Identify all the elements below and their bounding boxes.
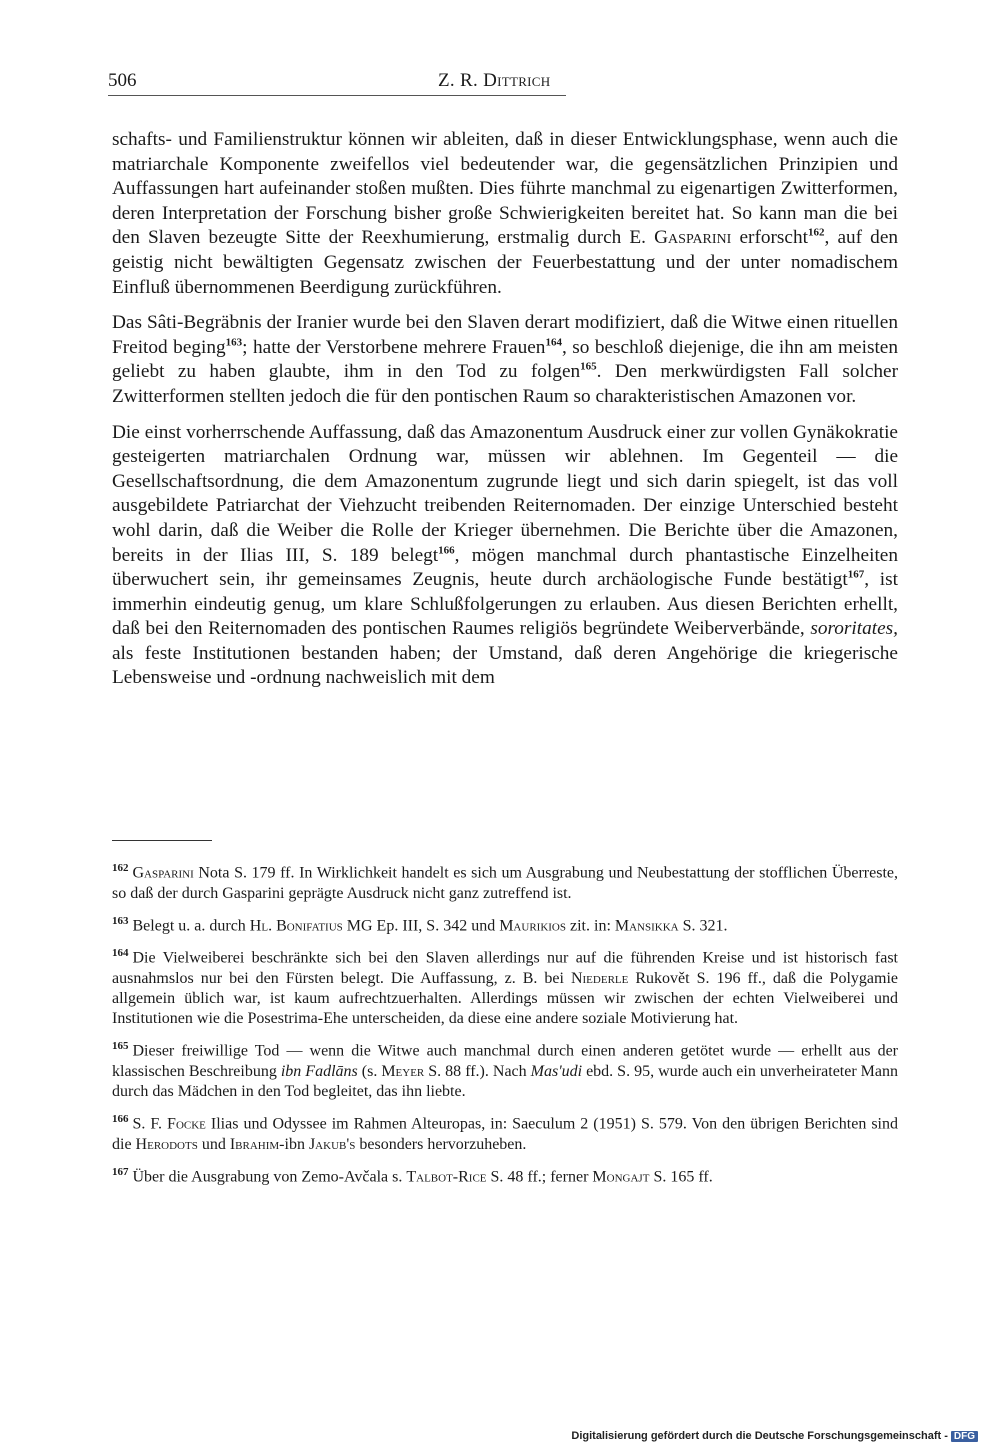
footnote-ref: 162 [808, 226, 825, 239]
body-paragraph [112, 128, 898, 300]
text-run: S. 165 ff. [649, 1168, 713, 1186]
text-run: Über die Ausgrabung von Zemo-Avčala s. [132, 1168, 407, 1186]
footnote-number: 166 [112, 1113, 129, 1126]
text-run: , so beschloß diejenige, die ihn am meisten geliebt zu haben glaubte, ihm in den Tod zu folgen [112, 336, 899, 383]
text-run: , auf den geistig nicht bewältigten Gegensatz zwischen der Feuerbestattung und der unter nomadischem Einfluß übernommenen Beerdigung zurückführen. [112, 227, 899, 298]
footnote [112, 911, 898, 937]
digitization-credit [571, 1430, 978, 1442]
footnote-ref: 167 [847, 568, 865, 581]
text-run: MG Ep. III, S. 342 und [342, 917, 500, 935]
text-run: (s. [357, 1062, 382, 1080]
text-run: . Den merkwürdigsten Fall solcher Zwitterformen stellten jedoch die für den pontischen Raum so charakteristischen Amazonen vor. [112, 361, 899, 407]
text-run: ebd. S. 95, wurde auch ein unverheirateter Mann durch das Mädchen in den Tod begleitet, das ihn liebte. [112, 1062, 898, 1101]
text-run: Nota S. 179 ff. In Wirklichkeit handelt es sich um Ausgrabung und Neubestattung der stofflichen Überreste, so daß der durch Gasparini geprägte Ausdruck nicht ganz zutreffend ist. [112, 864, 898, 902]
author-name: Gasparini [654, 227, 732, 249]
footnote-ref: 163 [225, 336, 243, 349]
text-run: Rukovět S. 196 ff., daß die Polygamie allgemein üblich war, ist kaum aufrechtzuerhalten. Allerdings müssen wir zwischen der echten Vielweiberei und Institutionen wie die Posestrima-Ehe unterscheiden, da diese eine andere soziale Motivierung hat. [112, 969, 898, 1028]
text-run: -ibn [279, 1135, 309, 1153]
text-run: Das Sâti-Begräbnis der Iranier wurde bei den Slaven derart modifiziert, daß die Witwe einen rituellen Freitod beging [112, 312, 898, 358]
author-name: Ibrahim [229, 1135, 280, 1153]
body-paragraph [112, 421, 898, 692]
footnote [112, 1036, 898, 1102]
text-run: und [197, 1135, 230, 1153]
footnote [112, 1109, 898, 1155]
author-name: Gasparini [132, 864, 194, 882]
author-name: Herodots [135, 1135, 198, 1153]
text-run: Dieser freiwillige Tod — wenn die Witwe auch manchmal durch einen anderen getötet wurde — erhellt aus der klassischen Beschreibung [112, 1042, 898, 1080]
footnote-ref: 165 [580, 360, 597, 373]
author-name: Jakub's [308, 1135, 356, 1153]
text-run: Belegt u. a. durch [132, 917, 250, 935]
text-run: Die Vielweiberei beschränkte sich bei den Slaven allerdings nur auf die führenden Kreise und ist historisch fast ausnahmslos nur bei den Fürsten belegt. Die Auffassung, z. B. bei [112, 949, 898, 987]
text-run: erforscht [731, 227, 808, 249]
footnote-number: 167 [112, 1166, 129, 1179]
italic-text: sororitates, [810, 618, 898, 640]
text-run: als feste Institutionen bestanden haben; der Umstand, daß deren Angehörige die kriegerische Lebensweise und -ordnung nachweislich mit dem [112, 642, 898, 689]
footnote [112, 943, 898, 1029]
body-paragraph [112, 311, 898, 409]
author-name: Meyer [381, 1062, 425, 1080]
text-run: S. F. [132, 1115, 168, 1133]
footnote-number: 163 [112, 914, 129, 927]
footnote [112, 1162, 898, 1188]
author-name: Maurikios [499, 917, 566, 935]
italic-text: Mas'udi [530, 1062, 583, 1080]
text-run: S. 321. [678, 917, 728, 935]
text-run: , ist immerhin eindeutig genug, um klare Schlußfolgerungen zu erlauben. Aus diesen Berichten erhellt, daß bei den Reiternomaden des pontischen Raumes religiös begründete Weiberverbände, [112, 569, 899, 640]
main-text [112, 128, 898, 702]
footnote-number: 164 [112, 947, 129, 960]
text-run: S. 48 ff.; ferner [486, 1168, 593, 1186]
text-run: S. 88 ff.). Nach [424, 1062, 531, 1080]
text-run: besonders hervorzuheben. [355, 1135, 527, 1153]
author-name: Niederle [570, 969, 629, 987]
author-name: Focke [167, 1115, 206, 1133]
footnote-rule [112, 840, 212, 841]
text-run: ; hatte der Verstorbene mehrere Frauen [242, 336, 546, 358]
footnotes [112, 858, 898, 1195]
author-name: Talbot-Rice [406, 1168, 487, 1186]
footnote [112, 858, 898, 904]
author-name: Mongajt [592, 1168, 650, 1186]
text-run: zit. in: [566, 917, 615, 935]
text-run: , mögen manchmal durch phantastische Einzelheiten überwuchert sein, ihr gemeinsames Zeugnis, heute durch archäologische Funde bestätigt [112, 544, 898, 591]
header-rule [108, 95, 566, 96]
footnote-ref: 164 [545, 336, 562, 349]
author-name: Hl. Bonifatius [249, 917, 343, 935]
running-head: Z. R. Dittrich [438, 70, 551, 91]
text-run: schafts- und Familienstruktur können wir ableiten, daß in dieser Entwicklungsphase, wenn auch die matriarchale Komponente zweifellos viel bedeutender war, die gegensätzlichen Prinzipien und Auffassungen hart aufeinander stoßen mußten. Dies führte manchmal zu eigenartigen Zwitterformen, deren Interpretation der Forschung bisher große Schwierigkeiten bereitet hat. So kann man die bei den Slaven bezeugte Sitte der Reexhumierung, erstmalig durch E. [112, 129, 898, 249]
text-run: Die einst vorherrschende Auffassung, daß das Amazonentum Ausdruck einer zur vollen Gynäkokratie gesteigerten matriarchalen Ordnung war, müssen wir ablehnen. Im Gegenteil — die Gesellschaftsordnung, die dem Amazonentum zugrunde liegt und sich darin spiegelt, ist das voll ausgebildete Patriarchat der Viehzucht treibenden Reiternomaden. Der einzige Unterschied besteht wohl darin, daß die Weiber die Rolle der Krieger übernehmen. Die Berichte über die Amazonen, bereits in der Ilias III, S. 189 belegt [112, 421, 898, 566]
author-name: Mansikka [614, 917, 679, 935]
footnote-number: 165 [112, 1040, 129, 1053]
footnote-number: 162 [112, 862, 129, 874]
credit-text: Digitalisierung gefördert durch die Deutsche Forschungsgemeinschaft - [571, 1430, 948, 1442]
italic-text: ibn Fadlāns [280, 1062, 358, 1080]
footnote-ref: 166 [438, 544, 455, 557]
dfg-logo: DFG [951, 1431, 978, 1442]
text-run: Ilias und Odyssee im Rahmen Alteuropas, in: Saeculum 2 (1951) S. 579. Von den übrigen Berichten sind die [112, 1115, 899, 1153]
page-number: 506 [108, 70, 137, 91]
